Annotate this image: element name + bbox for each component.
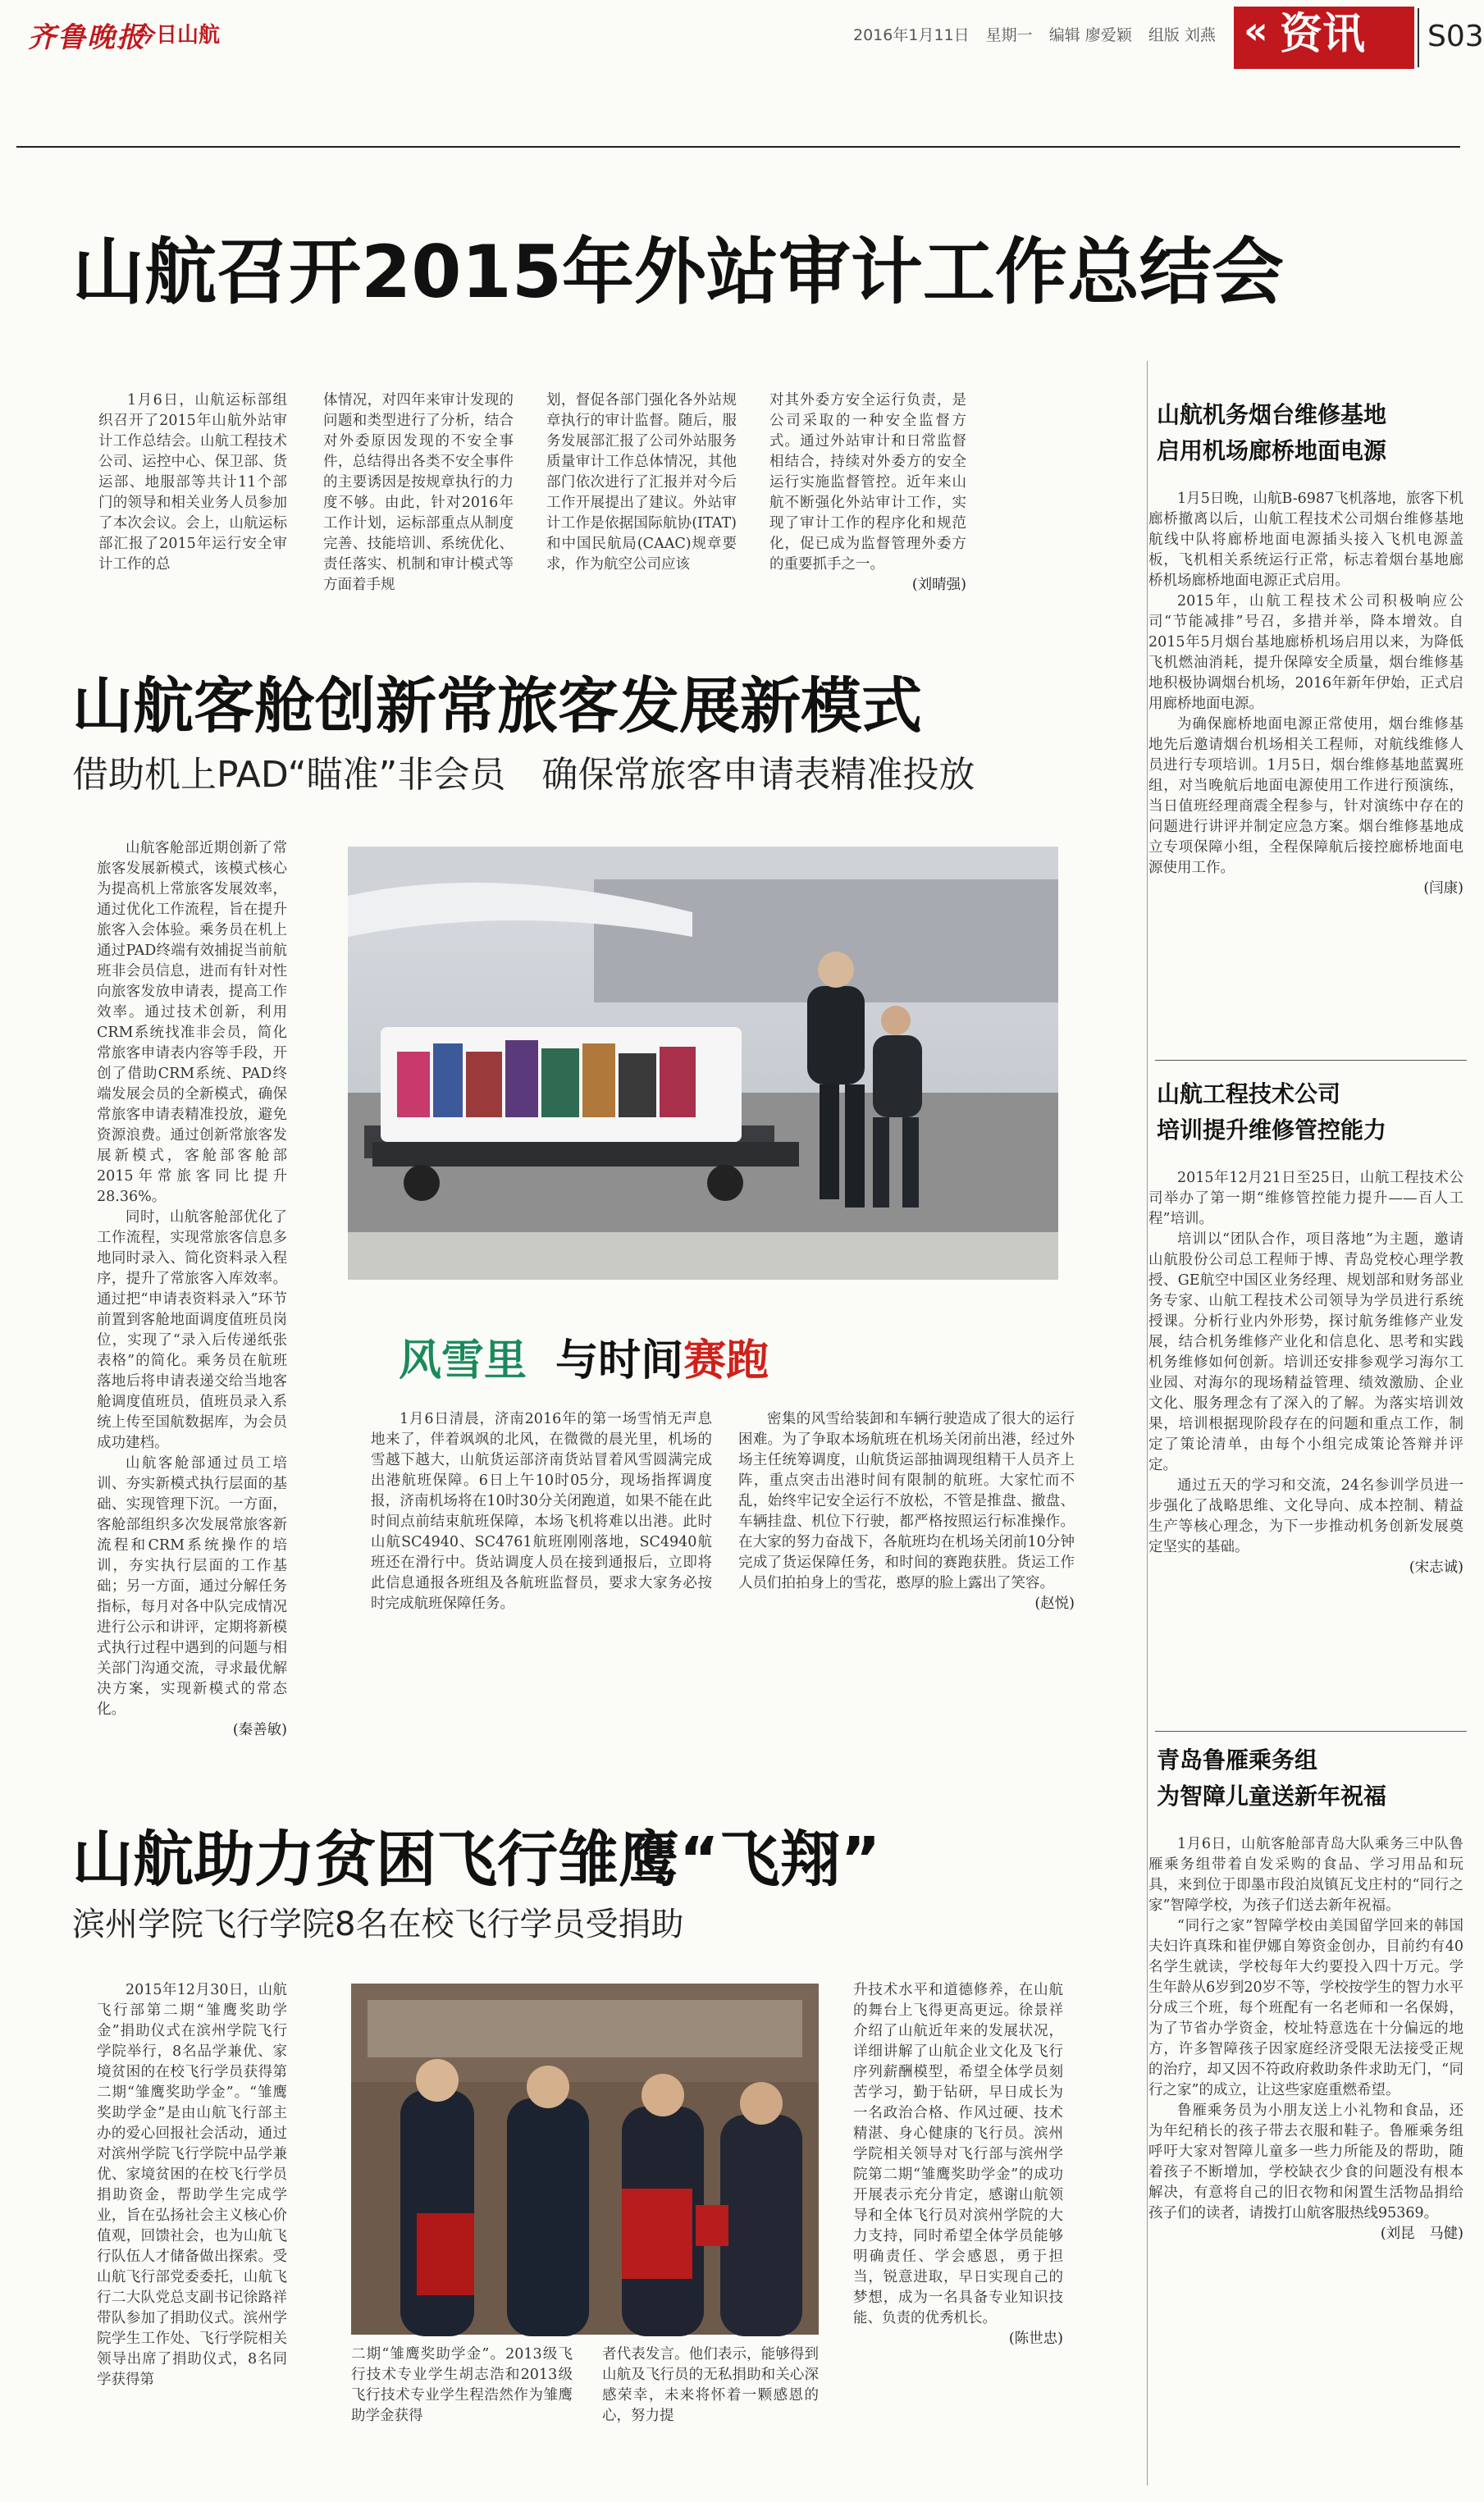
article2-byline: (秦善敏)	[232, 1722, 287, 1738]
article2-para-2: 同时，山航客舱部优化了工作流程，实现常旅客信息多地同时录入、简化资料录入程序，提升了常旅客入库效率。通过把“申请表资料录入”环节前置到客舱地面调度值班员岗位，实现了“录入后传递纸张表格”的简化。乘务员在航班落地后将申请表递交给当地客舱调度值班员，值班员录入系统上传至国航数据库，为会员成功建档。	[97, 1209, 287, 1451]
article1-col3	[546, 390, 737, 584]
feature-text-2: 密集的风雪给装卸和车辆行驶造成了很大的运行困难。为了争取本场航班在机场关闭前出港，经过外场主任统筹调度，山航货运部抽调现组精干人员齐上阵，重点突击出港时间有限制的航班。大家忙而不乱，始终牢记安全运行不放松，不管是推盘、撤盘、车辆挂盘、机位下行驶，都严格按照运行标准操作。在大家的努力奋战下，各航班均在机场关闭前10分钟完成了货运保障任务，和时间的赛跑获胜。货运工作人员们拍拍身上的雪花，憨厚的脸上露出了笑容。	[738, 1411, 1075, 1591]
article1-text-3: 划，督促各部门强化各外站规章执行的审计监督。随后，服务发展部汇报了公司外站服务质量审计工作总体情况，其他部门依次进行了汇报并对今后工作开展提出了建议。外站审计工作是依据国际航协(ITAT)和中国民航局(CAAC)规章要求，作为航空公司应该	[546, 392, 737, 573]
paper-logo: 齐鲁晚报	[28, 21, 146, 54]
masthead-divider	[1418, 8, 1419, 67]
side1-para-1: 1月5日晚，山航B-6987飞机落地，旅客下机廊桥撤离以后，山航工程技术公司烟台维修基地航线中队将廊桥地面电源插头接入飞机电源盖板，飞机相关系统运行正常，标志着烟台基地廊桥机场廊桥地面电源正式启用。	[1148, 491, 1463, 589]
article1-col1	[98, 390, 287, 584]
section-label: 资讯	[1280, 10, 1366, 59]
double-chevron-left-icon: «	[1244, 8, 1268, 53]
side3-byline: (刘昆 马健)	[1380, 2226, 1463, 2242]
snow-cargo-photo	[348, 847, 1058, 1280]
feature-title-part1: 风雪里	[399, 1336, 527, 1386]
side3-headline	[1157, 1742, 1468, 1815]
issue-meta	[853, 23, 1227, 45]
side1-headline-line2: 启用机场廊桥地面电源	[1157, 437, 1387, 464]
side1-byline: (闫康)	[1423, 880, 1463, 897]
article3-col3	[853, 1980, 1063, 2481]
issue-weekday: 星期一	[985, 26, 1033, 44]
feature-text-1: 1月6日清晨，济南2016年的第一场雪悄无声息地来了，伴着飒飒的北风，在微微的晨光里，机场的雪越下越大，山航货运部济南货站冒着风雪圆满完成出港航班保障。6日上午10时05分，现场指挥调度报，济南机场将在10时30分关闭跑道，如果不能在此时间点前结束航班保障，本场飞机将难以出港。此时山航SC4940、SC4761航班刚刚落地，SC4940航班还在滑行中。货站调度人员在接到通报后，立即将此信息通报各班组及各航班监督员，要求大家务必按时完成航班保障任务。	[371, 1411, 712, 1612]
article3-byline: (陈世忠)	[1008, 2331, 1063, 2347]
article2-body	[97, 838, 287, 1747]
article3-text-3: 升技术水平和道德修养，在山航的舞台上飞得更高更远。徐景祥介绍了山航近年来的发展状况，详细讲解了山航企业文化及飞行序列薪酬模型，希望全体学员刻苦学习，勤于钻研，早日成长为一名政治合格、作风过硬、技术精湛、身心健康的飞行员。滨州学院相关领导对飞行部与滨州学院第二期“雏鹰奖助学金”的成功开展表示充分肯定，感谢山航领导和全体飞行员对滨州学院的大力支持，同时希望全体学员能够明确责任、学会感恩，勇于担当，锐意进取，早日实现自己的梦想，成为一名具备专业知识技能、负责的优秀机长。	[853, 1982, 1063, 2326]
editor-credit: 编辑 廖爱颖	[1048, 26, 1132, 44]
ceremony-illustration	[351, 1984, 819, 2335]
article1-text-1: 1月6日，山航运标部组织召开了2015年山航外站审计工作总结会。山航工程技术公司、运控中心、保卫部、货运部、地服部等共计11个部门的领导和相关业务人员参加了本次会议。会上，山航运标部汇报了2015年运行安全审计工作的总	[98, 392, 287, 573]
side-column-divider	[1147, 361, 1148, 2486]
article3-text-3a: 者代表发言。他们表示，能够得到山航及飞行员的无私捐助和关心深感荣幸，未来将怀着一颗感恩的心，努力提	[602, 2346, 819, 2424]
side-rule-1	[1155, 1060, 1467, 1061]
side3-body	[1148, 1834, 1463, 2491]
article1-byline: (刘晴强)	[911, 577, 966, 593]
article3-subtitle: 滨州学院飞行学院8名在校飞行学员受捐助	[72, 1906, 684, 1943]
side3-para-1: 1月6日，山航客舱部青岛大队乘务三中队鲁雁乘务组带着自发采购的食品、学习用品和玩具，来到位于即墨市段泊岚镇瓦戈庄村的“同行之家”智障学校，为孩子们送去新年祝福。	[1148, 1836, 1463, 1914]
feature-title	[399, 1326, 769, 1387]
article3-col2	[351, 2344, 573, 2476]
side2-para-1: 2015年12月21日至25日，山航工程技术公司举办了第一期“维修管控能力提升——百人工程”培训。	[1148, 1170, 1463, 1227]
side2-headline-line1: 山航工程技术公司	[1157, 1080, 1341, 1107]
article3-col3a	[602, 2344, 819, 2476]
side1-headline	[1157, 397, 1468, 469]
side2-byline: (宋志诚)	[1409, 1559, 1463, 1576]
article2-para-3: 山航客舱部通过员工培训、夯实新模式执行层面的基础、实现管理下沉。一方面，客舱部组织多次发展常旅客新流程和CRM系统操作的培训，夯实执行层面的工作基础；另一方面，通过分解任务指标，每月对各中队完成情况进行公示和讲评，定期将新模式执行过程中遇到的问题与相关部门沟通交流，寻求最优解决方案，实现新模式的常态化。	[97, 1455, 287, 1718]
article3-col1	[97, 1980, 287, 2472]
side3-headline-line2: 为智障儿童送新年祝福	[1157, 1783, 1387, 1810]
article1-col4	[769, 390, 966, 593]
feature-title-part2: 与时间	[555, 1336, 684, 1386]
side3-para-2: “同行之家”智障学校由美国留学回来的韩国夫妇许真珠和崔伊娜自筹资金创办，目前约有40名学生就读，学校每年大约要投入四十万元。学生年龄从6岁到20岁不等，学校按学生的智力水平分成三个班，每个班配有一名老师和一名保姆，为了节省办学资金，校址特意选在十分偏远的地方，许多智障孩子因家庭经济受限无法接受正规的治疗，却又因不符政府救助条件求助无门，“同行之家”的成立，让这些家庭重燃希望。	[1148, 1918, 1463, 2098]
issue-date: 2016年1月11日	[853, 26, 970, 44]
feature-col1	[371, 1409, 712, 1747]
article1-text-4: 对其外委方安全运行负责，是公司采取的一种安全监督方式。通过外站审计和日常监督相结合，持续对外委方的安全运行实施监督管控。近年来山航不断强化外站审计工作，实现了审计工作的程序化和规范化，促已成为监督管理外委方的重要抓手之一。	[769, 392, 966, 573]
section-name: 今日山航	[135, 23, 221, 48]
side-rule-2	[1155, 1731, 1467, 1732]
side1-para-3: 为确保廊桥地面电源正常使用，烟台维修基地先后邀请烟台机场相关工程师，对航线维修人员进行专项培训。1月5日，烟台维修基地蓝翼班组，对当晚航后地面电源使用工作进行预演练，当日值班经理商震全程参与，针对演练中存在的问题进行讲评并制定应急方案。烟台维修基地成立专项保障小组，全程保障航后接控廊桥地面电源使用工作。	[1148, 716, 1463, 876]
page-number: S03	[1427, 20, 1484, 53]
side2-para-2: 培训以“团队合作，项目落地”为主题，邀请山航股份公司总工程师于博、青岛党校心理学教授、GE航空中国区业务经理、规划部和财务部业务专家、山航工程技术公司领导为学员进行系统授课。分析行业内外形势，探讨航务维修产业发展，结合机务维修产业化和信息化、思考和实践机务维修如何创新。培训还安排参观学习海尔工业园、对海尔的现场精益管理、绩效激励、企业文化、服务理念有了深入的了解。为落实培训效果，培训根据现阶段存在的问题和重点工作，制定了策论清单，由每个小组完成策论答辩并评定。	[1148, 1231, 1463, 1473]
article2-para-1: 山航客舱部近期创新了常旅客发展新模式，该模式核心为提高机上常旅客发展效率，通过优化工作流程，旨在提升旅客入会体验。乘务员在机上通过PAD终端有效捕捉当前航班非会员信息，进而有针对性向旅客发放申请表，提高工作效率。通过技术创新，利用CRM系统找准非会员，简化常旅客申请表内容等手段，开创了借助CRM系统、PAD终端发展会员的全新模式，确保常旅客申请表精准投放，避免资源浪费。通过创新常旅客发展新模式，客舱部客舱部2015年常旅客同比提升28.36%。	[97, 840, 287, 1205]
side2-headline-line2: 培训提升维修管控能力	[1157, 1116, 1387, 1144]
designer-credit: 组版 刘燕	[1148, 26, 1216, 44]
side1-body	[1148, 489, 1463, 1039]
side1-headline-line1: 山航机务烟台维修基地	[1157, 401, 1387, 428]
article3-headline: 山航助力贫困飞行雏鹰“飞翔”	[72, 1824, 881, 1895]
side2-body	[1148, 1168, 1463, 1718]
article1-headline: 山航召开2015年外站审计工作总结会	[72, 230, 1284, 314]
article2-headline: 山航客舱创新常旅客发展新模式	[72, 671, 922, 742]
top-rule	[16, 146, 1460, 148]
side1-para-2: 2015年，山航工程技术公司积极响应公司“节能减排”号召，多措并举，降本增效。自2015年5月烟台基地廊桥机场启用以来，为降低飞机燃油消耗，提升保障安全质量，烟台维修基地积极协调烟台机场，2016年新年伊始，正式启用廊桥地面电源。	[1148, 593, 1463, 712]
snow-cargo-illustration	[348, 847, 1058, 1280]
side3-headline-line1: 青岛鲁雁乘务组	[1157, 1746, 1318, 1774]
feature-col2	[738, 1409, 1075, 1747]
ceremony-photo	[351, 1984, 819, 2335]
article1-text-2: 体情况，对四年来审计发现的问题和类型进行了分析，结合对外委原因发现的不安全事件，总结得出各类不安全事件的主要诱因是按规章执行的力度不够。由此，针对2016年工作计划，运标部重点从制度完善、技能培训、系统优化、责任落实、机制和审计模式等方面着手规	[323, 392, 514, 593]
article3-text-1: 2015年12月30日，山航飞行部第二期“雏鹰奖助学金”捐助仪式在滨州学院飞行学院举行，8名品学兼优、家境贫困的在校飞行学员获得第二期“雏鹰奖助学金”。“雏鹰奖助学金”是由山航飞行部主办的爱心回报社会活动，通过对滨州学院飞行学院中品学兼优、家境贫困的在校飞行学员捐助资金，帮助学生完成学业，旨在弘扬社会主义核心价值观，回馈社会，也为山航飞行队伍人才储备做出探索。受山航飞行部党委委托，山航飞行二大队党总支副书记徐路祥带队参加了捐助仪式。滨州学院学生工作处、飞行学院相关领导出席了捐助仪式，8名同学获得第	[97, 1982, 287, 2388]
article2-subtitle: 借助机上PAD“瞄准”非会员 确保常旅客申请表精准投放	[72, 754, 975, 796]
article3-text-2: 二期“雏鹰奖助学金”。2013级飞行技术专业学生胡志浩和2013级飞行技术专业学生程浩然作为雏鹰助学金获得	[351, 2346, 573, 2424]
masthead	[0, 0, 1484, 75]
feature-byline: (赵悦)	[1034, 1596, 1075, 1612]
article1-col2	[323, 390, 514, 593]
feature-title-part3: 赛跑	[683, 1336, 769, 1386]
side2-para-3: 通过五天的学习和交流，24名参训学员进一步强化了战略思维、文化导向、成本控制、精益生产等核心理念，为下一步推动机务创新发展奠定坚实的基础。	[1148, 1477, 1463, 1555]
side3-para-3: 鲁雁乘务员为小朋友送上小礼物和食品，还为年纪稍长的孩子带去衣服和鞋子。鲁雁乘务组呼吁大家对智障儿童多一些力所能及的帮助，随着孩子不断增加，学校缺衣少食的问题没有根本解决，有意将自己的旧衣物和闲置生活物品捐给孩子们的读者，请拨打山航客服热线95369。	[1148, 2103, 1463, 2221]
side2-headline	[1157, 1076, 1468, 1148]
